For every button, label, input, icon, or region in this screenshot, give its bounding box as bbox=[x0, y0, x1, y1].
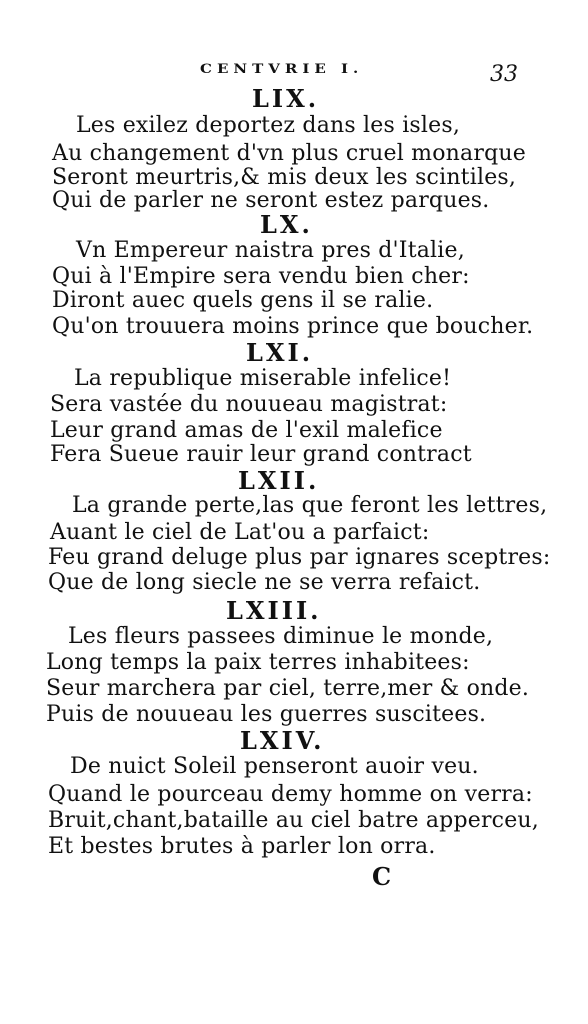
verse-line: De nuict Soleil penseront auoir veu. bbox=[70, 754, 479, 779]
page-number: 33 bbox=[490, 62, 518, 87]
running-title: CENTVRIE I. bbox=[200, 61, 364, 77]
verse-line: Les fleurs passees diminue le monde, bbox=[68, 624, 494, 649]
verse-line: Fera Sueue rauir leur grand contract bbox=[50, 442, 472, 467]
verse-line: Long temps la paix terres inhabitees: bbox=[46, 650, 470, 675]
verse-line: La republique miserable infelice! bbox=[74, 366, 452, 391]
signature-mark: C bbox=[372, 862, 392, 891]
verse-line: Diront auec quels gens il se ralie. bbox=[52, 288, 434, 313]
verse-line: Sera vastée du nouueau magistrat: bbox=[50, 392, 448, 417]
quatrain-heading: LXIII. bbox=[226, 596, 322, 625]
verse-line: Les exilez deportez dans les isles, bbox=[76, 113, 461, 138]
verse-line: Qu'on trouuera moins prince que boucher. bbox=[52, 314, 534, 339]
quatrain-heading: LXI. bbox=[246, 338, 314, 367]
verse-line: Que de long siecle ne se verra refaict. bbox=[48, 570, 481, 595]
verse-line: La grande perte,las que feront les lettres, bbox=[72, 493, 548, 518]
verse-line: Quand le pourceau demy homme on verra: bbox=[48, 782, 533, 807]
verse-line: Seront meurtris,& mis deux les scintiles, bbox=[52, 165, 517, 190]
quatrain-heading: LXIV. bbox=[240, 726, 325, 755]
verse-line: Vn Empereur naistra pres d'Italie, bbox=[76, 238, 465, 263]
verse-line: Auant le ciel de Lat'ou a parfaict: bbox=[50, 520, 430, 545]
verse-line: Leur grand amas de l'exil malefice bbox=[50, 418, 443, 443]
quatrain-heading: LXII. bbox=[238, 466, 320, 495]
verse-line: Qui à l'Empire sera vendu bien cher: bbox=[52, 264, 470, 289]
verse-line: Feu grand deluge plus par ignares sceptres: bbox=[48, 545, 551, 570]
verse-line: Puis de nouueau les guerres suscitees. bbox=[46, 702, 487, 727]
verse-line: Au changement d'vn plus cruel monarque bbox=[52, 141, 526, 166]
quatrain-heading: LIX. bbox=[252, 84, 320, 113]
verse-line: Et bestes brutes à parler lon orra. bbox=[48, 834, 436, 859]
verse-line: Qui de parler ne seront estez parques. bbox=[52, 188, 490, 213]
verse-line: Bruit,chant,bataille au ciel batre apperceu, bbox=[48, 808, 539, 833]
verse-line: Seur marchera par ciel, terre,mer & onde. bbox=[46, 676, 530, 701]
quatrain-heading: LX. bbox=[260, 210, 313, 239]
